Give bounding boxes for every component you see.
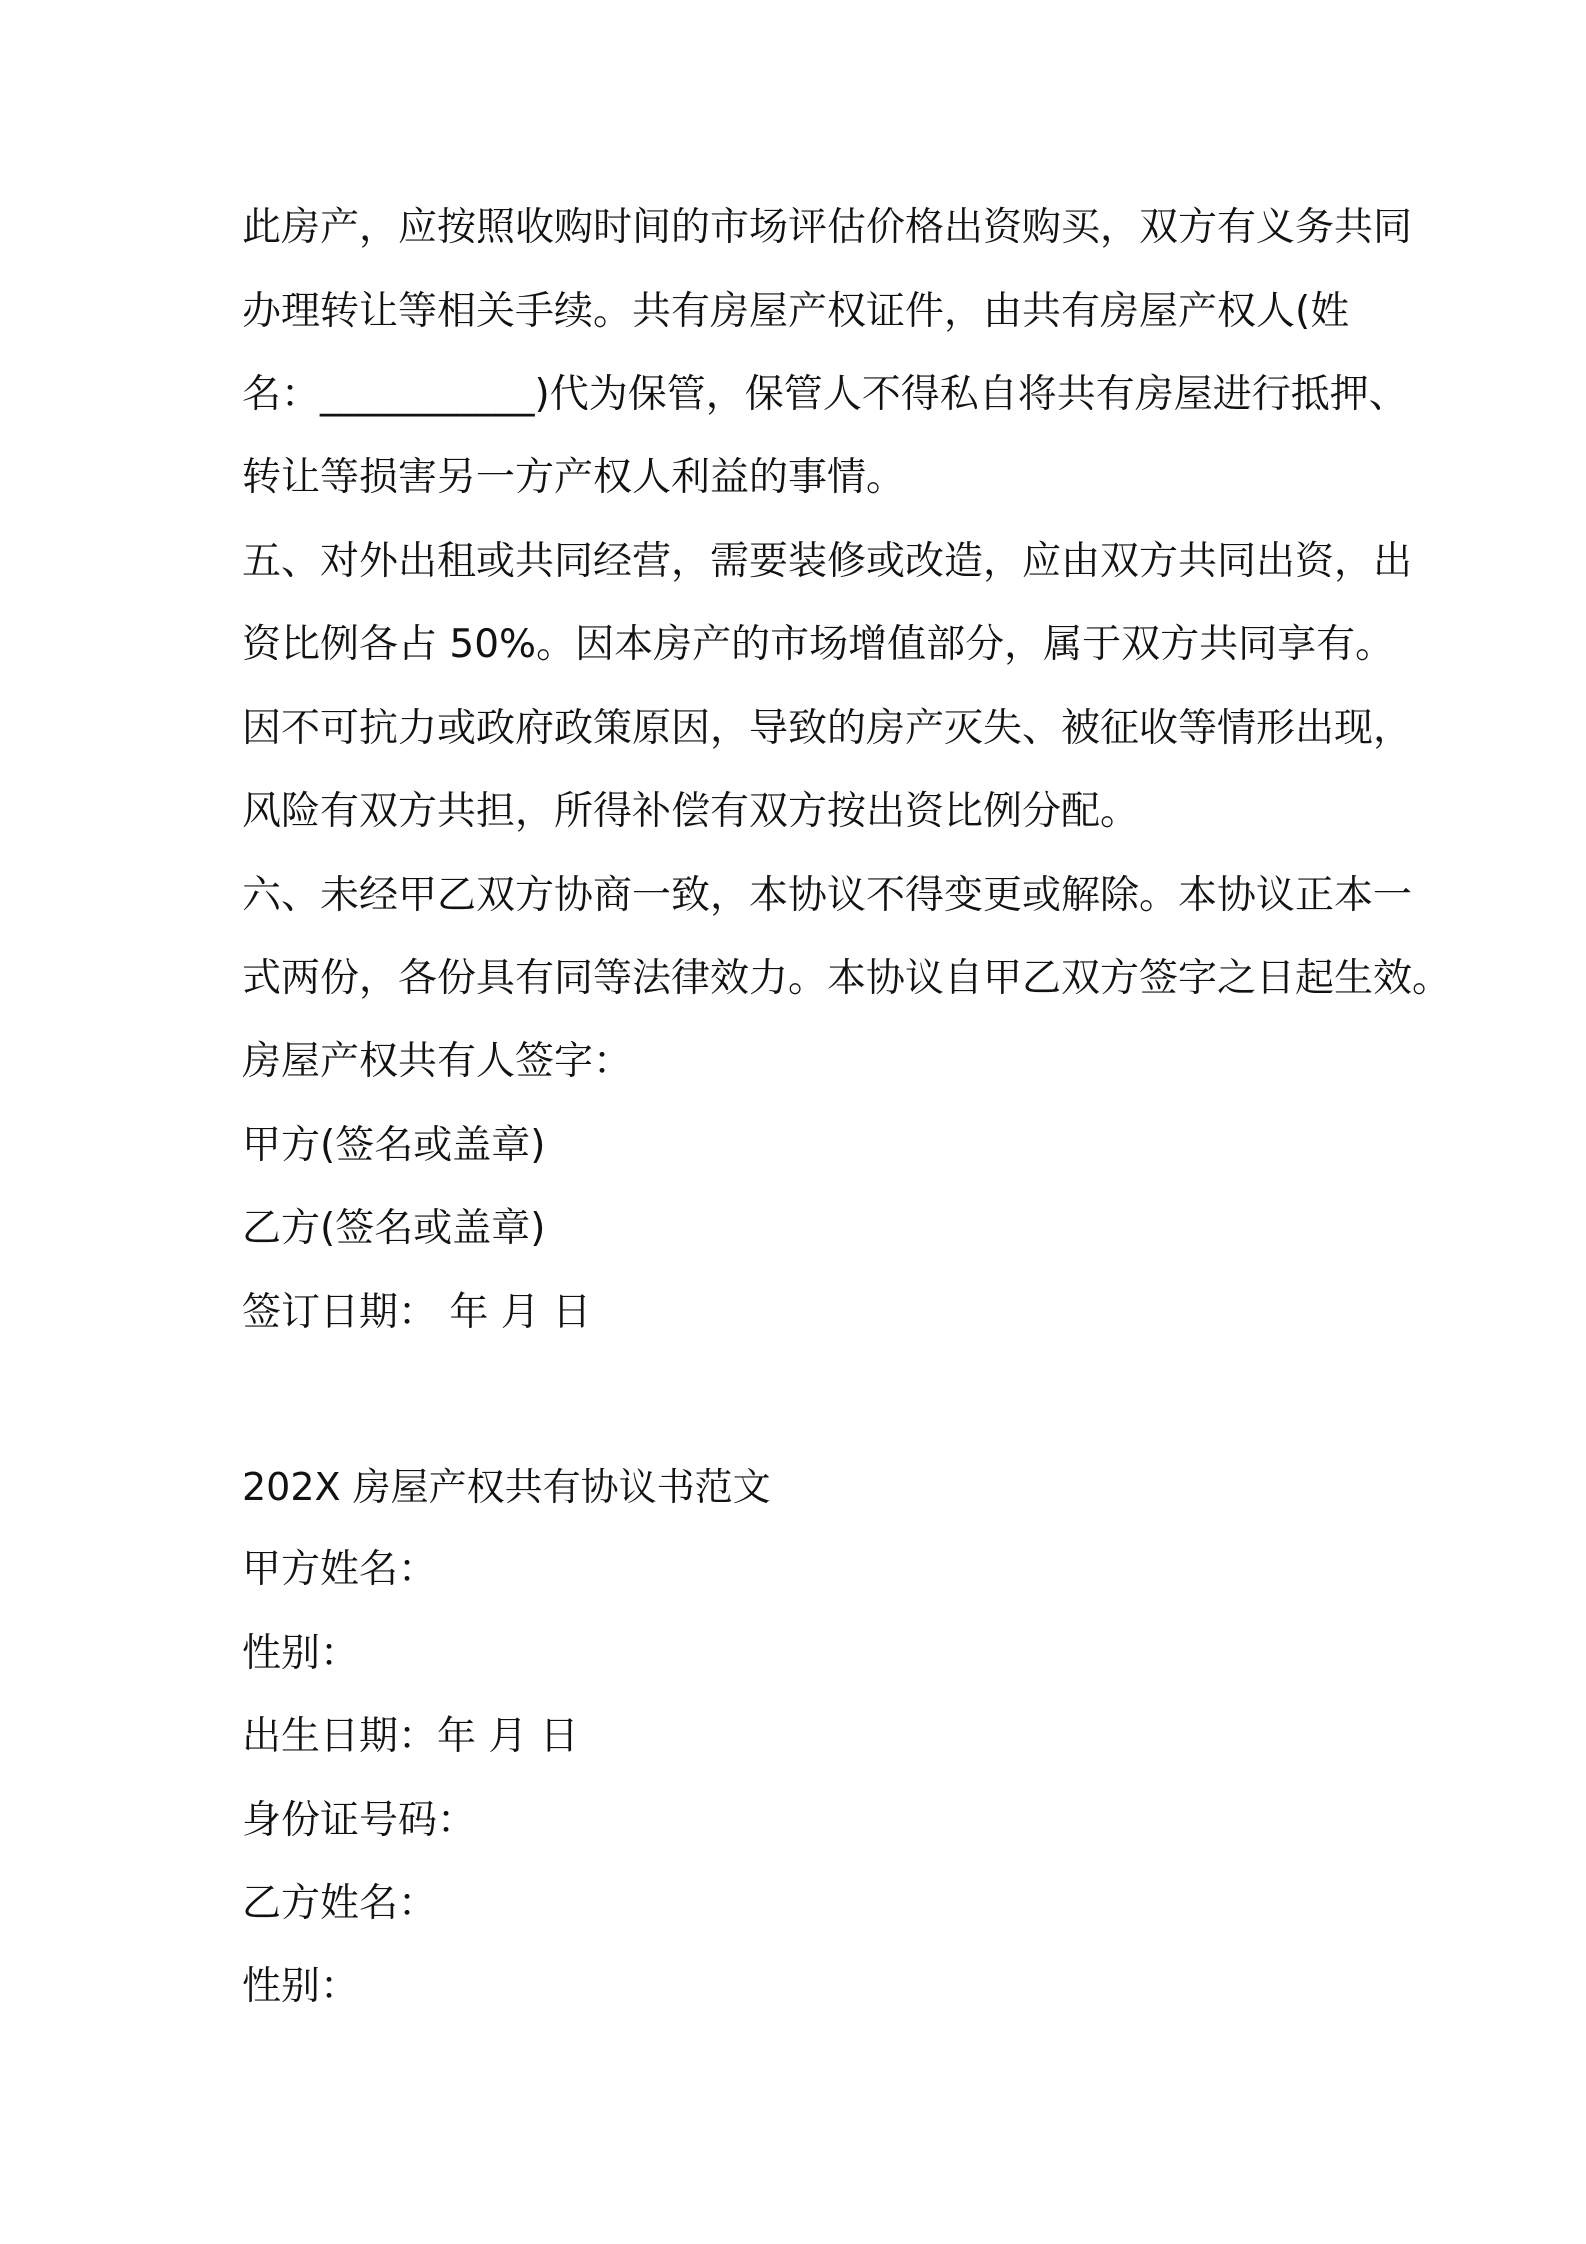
paragraph-line: 式两份，各份具有同等法律效力。本协议自甲乙双方签字之日起生效。 [242,956,1452,1001]
party-a-gender-field: 性别： [242,1631,360,1676]
party-a-name-field: 甲方姓名： [242,1547,438,1592]
party-b-name-field: 乙方姓名： [242,1881,438,1926]
party-a-signature: 甲方(签名或盖章) [242,1123,546,1168]
paragraph-line: 名：___________)代为保管，保管人不得私自将共有房屋进行抵押、 [242,372,1408,417]
id-number-field: 身份证号码： [242,1798,477,1843]
party-b-gender-field: 性别： [242,1964,360,2009]
paragraph-line: 因不可抗力或政府政策原因，导致的房产灭失、被征收等情形出现， [242,706,1413,751]
clause-six-line: 六、未经甲乙双方协商一致，本协议不得变更或解除。本协议正本一 [242,873,1413,918]
paragraph-line: 资比例各占 50%。因本房产的市场增值部分，属于双方共同享有。 [242,622,1395,667]
paragraph-line: 风险有双方共担，所得补偿有双方按出资比例分配。 [242,789,1140,834]
party-b-signature: 乙方(签名或盖章) [242,1206,546,1251]
clause-five-line: 五、对外出租或共同经营，需要装修或改造，应由双方共同出资，出 [242,539,1413,584]
paragraph-line: 办理转让等相关手续。共有房屋产权证件，由共有房屋产权人(姓 [242,289,1350,334]
birth-date-field: 出生日期：年 月 日 [242,1714,579,1759]
signing-date: 签订日期： 年 月 日 [242,1290,592,1335]
section-title: 202X 房屋产权共有协议书范文 [242,1465,771,1509]
paragraph-line: 此房产，应按照收购时间的市场评估价格出资购买，双方有义务共同 [242,205,1413,250]
signature-heading: 房屋产权共有人签字： [242,1039,633,1084]
paragraph-line: 转让等损害另一方产权人利益的事情。 [242,455,906,500]
